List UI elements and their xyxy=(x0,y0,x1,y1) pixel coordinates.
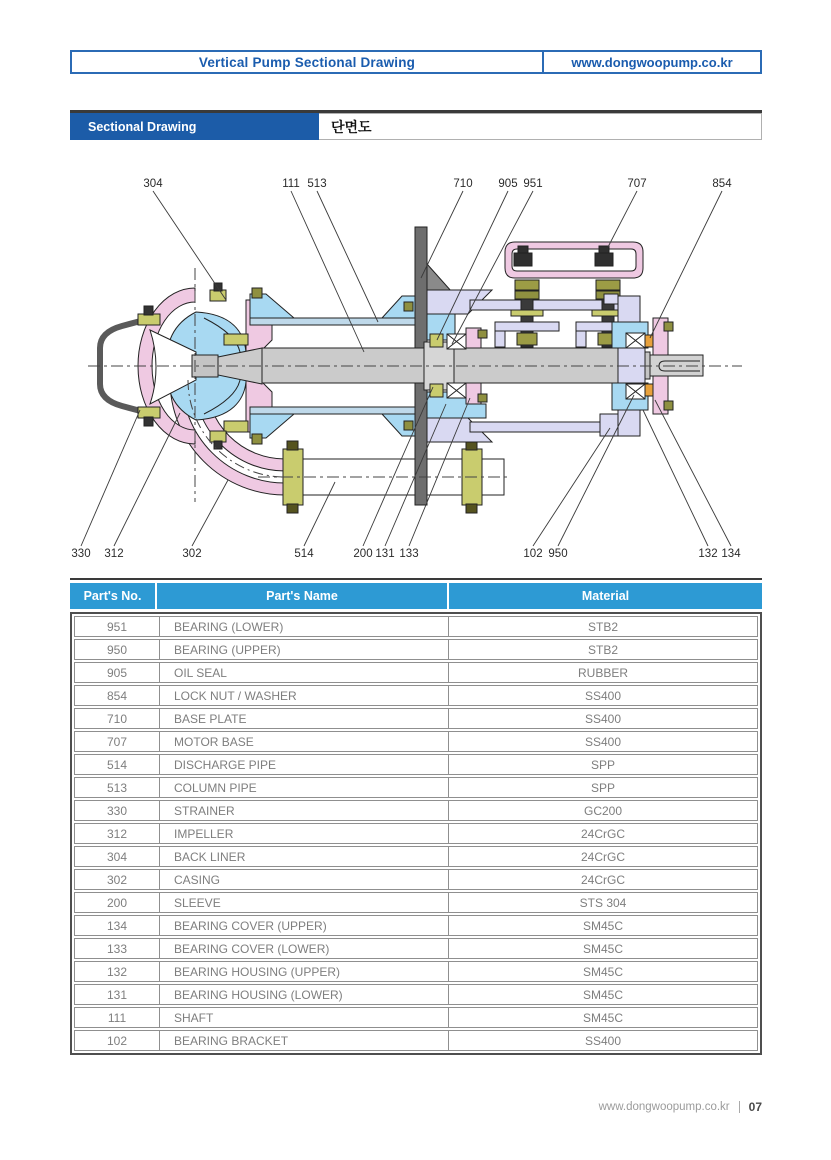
callout-label-134: 134 xyxy=(721,548,741,560)
callout-leader-102 xyxy=(533,428,610,546)
part-no-cell: 951 xyxy=(75,617,160,636)
table-row xyxy=(74,961,758,982)
part-name-cell: SHAFT xyxy=(160,1008,449,1027)
part-name-cell: BEARING HOUSING (UPPER) xyxy=(160,962,449,981)
callout-label-513: 513 xyxy=(307,178,327,190)
callout-label-131: 131 xyxy=(375,548,395,560)
material-cell: SM45C xyxy=(582,918,623,933)
callout-leader-905 xyxy=(437,191,508,340)
part-no-cell: 134 xyxy=(75,916,160,935)
pump-sectional-drawing xyxy=(0,170,831,560)
table-row xyxy=(74,800,758,821)
callout-label-304: 304 xyxy=(143,178,163,190)
callout-label-200: 200 xyxy=(353,548,373,560)
table-top-rule xyxy=(70,578,762,580)
page-title: Vertical Pump Sectional Drawing xyxy=(198,54,416,70)
part-name-cell: IMPELLER xyxy=(160,824,449,843)
page-number: 07 xyxy=(748,1100,762,1114)
table-row xyxy=(74,892,758,913)
callout-label-133: 133 xyxy=(399,548,419,560)
material-cell: STB2 xyxy=(587,619,618,634)
document-header xyxy=(70,50,762,74)
callout-label-111: 111 xyxy=(282,178,300,190)
part-no-cell: 514 xyxy=(75,755,160,774)
part-name-cell: BEARING COVER (UPPER) xyxy=(160,916,449,935)
callout-label-102: 102 xyxy=(523,548,543,560)
part-no-cell: 707 xyxy=(75,732,160,751)
part-no-cell: 133 xyxy=(75,939,160,958)
section-header xyxy=(70,110,762,140)
column-header-parts-name: Part's Name xyxy=(157,583,449,609)
callout-leader-302 xyxy=(192,480,228,546)
callout-leader-513 xyxy=(317,191,378,322)
table-row xyxy=(74,639,758,660)
section-title-ko: 단면도 xyxy=(319,113,762,140)
part-name-cell: OIL SEAL xyxy=(160,663,449,682)
material-cell: SM45C xyxy=(582,987,623,1002)
part-name-cell: BACK LINER xyxy=(160,847,449,866)
table-row xyxy=(74,754,758,775)
part-name-cell: STRAINER xyxy=(160,801,449,820)
callout-leader-707 xyxy=(608,191,637,247)
part-name-cell: BEARING HOUSING (LOWER) xyxy=(160,985,449,1004)
callout-label-514: 514 xyxy=(294,548,314,560)
table-body xyxy=(70,612,762,1055)
part-name-cell: DISCHARGE PIPE xyxy=(160,755,449,774)
table-row xyxy=(74,938,758,959)
table-row xyxy=(74,1030,758,1051)
table-row xyxy=(74,616,758,637)
material-cell: 24CrGC xyxy=(580,826,625,841)
table-row xyxy=(74,708,758,729)
part-name-cell: MOTOR BASE xyxy=(160,732,449,751)
callout-leader-854 xyxy=(650,191,722,338)
material-cell: SS400 xyxy=(584,711,622,726)
material-cell: 24CrGC xyxy=(580,849,625,864)
material-cell: STB2 xyxy=(587,642,618,657)
table-row xyxy=(74,1007,758,1028)
table-row xyxy=(74,869,758,890)
column-header-material: Material xyxy=(581,589,630,603)
part-no-cell: 710 xyxy=(75,709,160,728)
callout-label-854: 854 xyxy=(712,178,732,190)
table-row xyxy=(74,777,758,798)
callout-label-710: 710 xyxy=(453,178,473,190)
callout-label-950: 950 xyxy=(548,548,568,560)
table-row xyxy=(74,731,758,752)
callout-leader-134 xyxy=(655,400,731,546)
callout-leader-132 xyxy=(643,410,708,546)
callout-leader-312 xyxy=(114,413,180,546)
part-no-cell: 304 xyxy=(75,847,160,866)
column-header-parts-no: Part's No. xyxy=(70,583,157,609)
material-cell: 24CrGC xyxy=(580,872,625,887)
callout-label-132: 132 xyxy=(698,548,718,560)
part-no-cell: 302 xyxy=(75,870,160,889)
drawing-static xyxy=(88,227,742,513)
callout-label-302: 302 xyxy=(182,548,202,560)
material-cell: SPP xyxy=(590,757,615,772)
table-row xyxy=(74,823,758,844)
material-cell: SS400 xyxy=(584,734,622,749)
callout-leader-950 xyxy=(558,395,634,546)
part-no-cell: 513 xyxy=(75,778,160,797)
footer-website: www.dongwoopump.co.kr xyxy=(598,1101,730,1113)
callout-leader-304 xyxy=(153,191,226,300)
table-row xyxy=(74,662,758,683)
part-name-cell: LOCK NUT / WASHER xyxy=(160,686,449,705)
part-name-cell: BEARING (UPPER) xyxy=(160,640,449,659)
table-header-row xyxy=(70,583,762,609)
material-cell: RUBBER xyxy=(577,665,628,680)
callout-label-951: 951 xyxy=(523,178,543,190)
table-row xyxy=(74,984,758,1005)
part-name-cell: BASE PLATE xyxy=(160,709,449,728)
parts-table xyxy=(70,578,762,1055)
callout-label-312: 312 xyxy=(104,548,124,560)
part-no-cell: 950 xyxy=(75,640,160,659)
part-no-cell: 200 xyxy=(75,893,160,912)
table-row xyxy=(74,846,758,867)
material-cell: SPP xyxy=(590,780,615,795)
part-no-cell: 330 xyxy=(75,801,160,820)
part-name-cell: BEARING (LOWER) xyxy=(160,617,449,636)
callout-leader-330 xyxy=(81,410,140,546)
part-name-cell: COLUMN PIPE xyxy=(160,778,449,797)
callout-label-330: 330 xyxy=(71,548,91,560)
material-cell: SM45C xyxy=(582,1010,623,1025)
table-row xyxy=(74,915,758,936)
part-no-cell: 312 xyxy=(75,824,160,843)
part-name-cell: BEARING COVER (LOWER) xyxy=(160,939,449,958)
material-cell: SM45C xyxy=(582,941,623,956)
material-cell: STS 304 xyxy=(579,895,627,910)
part-no-cell: 131 xyxy=(75,985,160,1004)
material-cell: SM45C xyxy=(582,964,623,979)
callout-label-905: 905 xyxy=(498,178,518,190)
header-website-link[interactable]: www.dongwoopump.co.kr xyxy=(542,52,760,72)
callout-label-707: 707 xyxy=(627,178,647,190)
section-title-en: Sectional Drawing xyxy=(70,113,319,140)
material-cell: SS400 xyxy=(584,1033,622,1048)
part-name-cell: BEARING BRACKET xyxy=(160,1031,449,1050)
material-cell: GC200 xyxy=(583,803,623,818)
part-name-cell: CASING xyxy=(160,870,449,889)
footer-divider xyxy=(739,1101,740,1113)
part-no-cell: 905 xyxy=(75,663,160,682)
part-no-cell: 854 xyxy=(75,686,160,705)
page-footer xyxy=(599,1100,762,1114)
part-no-cell: 111 xyxy=(75,1008,160,1027)
part-name-cell: SLEEVE xyxy=(160,893,449,912)
table-row xyxy=(74,685,758,706)
part-no-cell: 132 xyxy=(75,962,160,981)
callout-leader-111 xyxy=(291,191,364,352)
material-cell: SS400 xyxy=(584,688,622,703)
part-no-cell: 102 xyxy=(75,1031,160,1050)
